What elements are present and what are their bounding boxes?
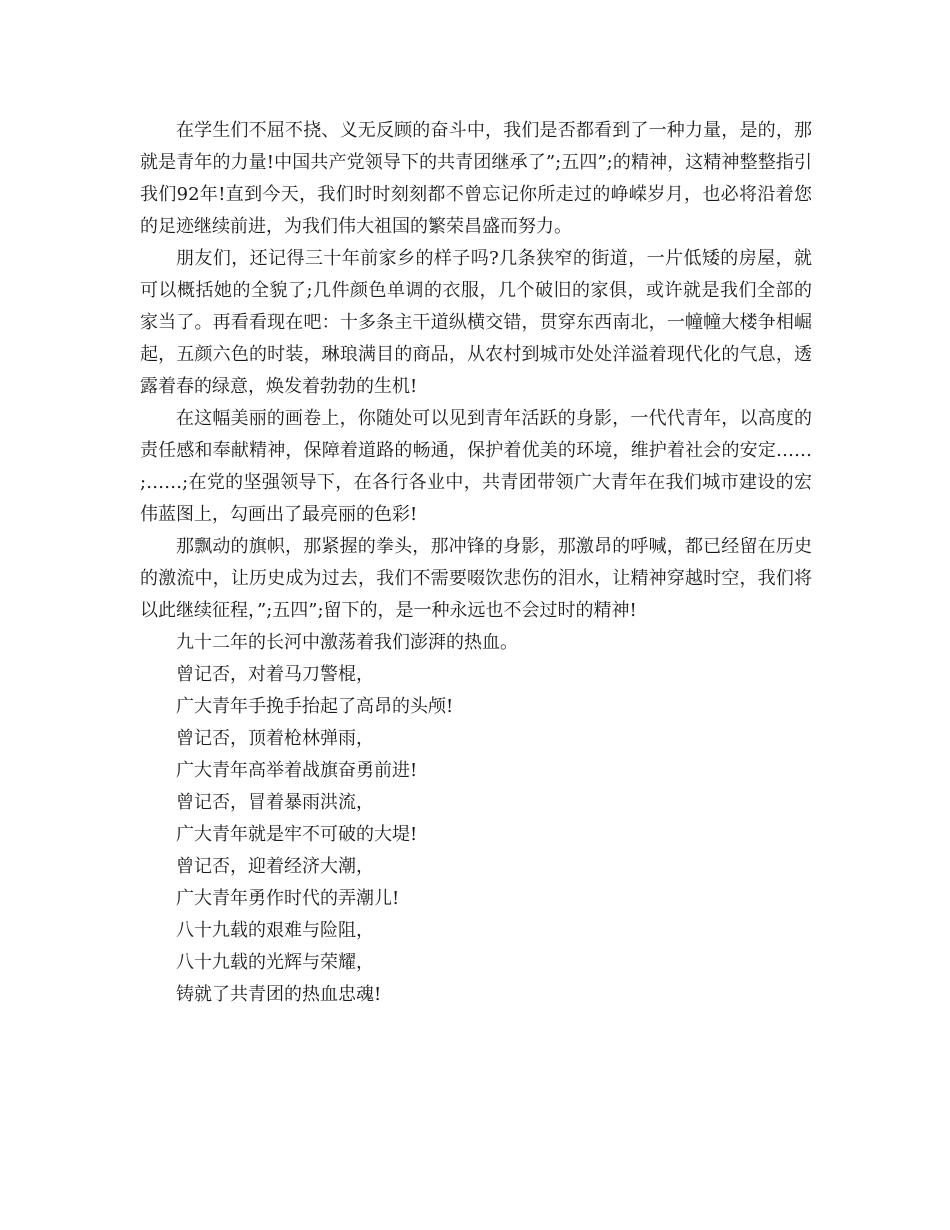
paragraph-1: 在学生们不屈不挠、义无反顾的奋斗中，我们是否都看到了一种力量，是的，那就是青年的力量!中国共产党领导下的共青团继承了”;五四”;的精神，这精神整整指引我们92年!直到今天，我们时时刻刻都不曾忘记你所走过的峥嵘岁月，也必将沿着您的足迹继续前进，为我们伟大祖国的繁荣昌盛而努力。 [140,120,812,237]
paragraph-3: 在这幅美丽的画卷上，你随处可以见到青年活跃的身影，一代代青年，以高度的责任感和奉献精神，保障着道路的畅通，保护着优美的环境，维护着社会的安定……;……;在党的坚强领导下，在各行各业中，共青团带领广大青年在我们城市建设的宏伟蓝图上，勾画出了最亮丽的色彩! [140,408,812,525]
verse-line-3: 广大青年手挽手抬起了高昂的头颅! [176,696,454,717]
verse-line-7: 广大青年就是牢不可破的大堤! [176,824,418,845]
verse-line-4: 曾记否，顶着枪林弹雨， [176,728,374,749]
verse-line-10: 八十九载的艰难与险阻， [176,920,374,941]
verse-line-12: 铸就了共青团的热血忠魂! [176,984,382,1005]
verse-line-1: 九十二年的长河中激荡着我们澎湃的热血。 [176,632,518,653]
document-body [140,115,812,1011]
verse-line-11: 八十九载的光辉与荣耀， [176,952,374,973]
verse-line-6: 曾记否，冒着暴雨洪流， [176,792,374,813]
verse-line-5: 广大青年高举着战旗奋勇前进! [176,760,418,781]
paragraph-2: 朋友们，还记得三十年前家乡的样子吗?几条狭窄的街道，一片低矮的房屋，就可以概括她的全貌了;几件颜色单调的衣服，几个破旧的家俱，或许就是我们全部的家当了。再看看现在吧：十多条主干道纵横交错，贯穿东西南北，一幢幢大楼争相崛起，五颜六色的时装，琳琅满目的商品，从农村到城市处处洋溢着现代化的气息，透露着春的绿意，焕发着勃勃的生机! [140,248,812,397]
verse-line-2: 曾记否，对着马刀警棍， [176,664,374,685]
verse-line-8: 曾记否，迎着经济大潮， [176,856,374,877]
paragraph-4: 那飘动的旗帜，那紧握的拳头，那冲锋的身影，那激昂的呼喊，都已经留在历史的激流中，让历史成为过去，我们不需要啜饮悲伤的泪水，让精神穿越时空，我们将以此继续征程，”;五四”;留下的，是一种永远也不会过时的精神! [140,536,812,621]
verse-line-9: 广大青年勇作时代的弄潮儿! [176,888,400,909]
